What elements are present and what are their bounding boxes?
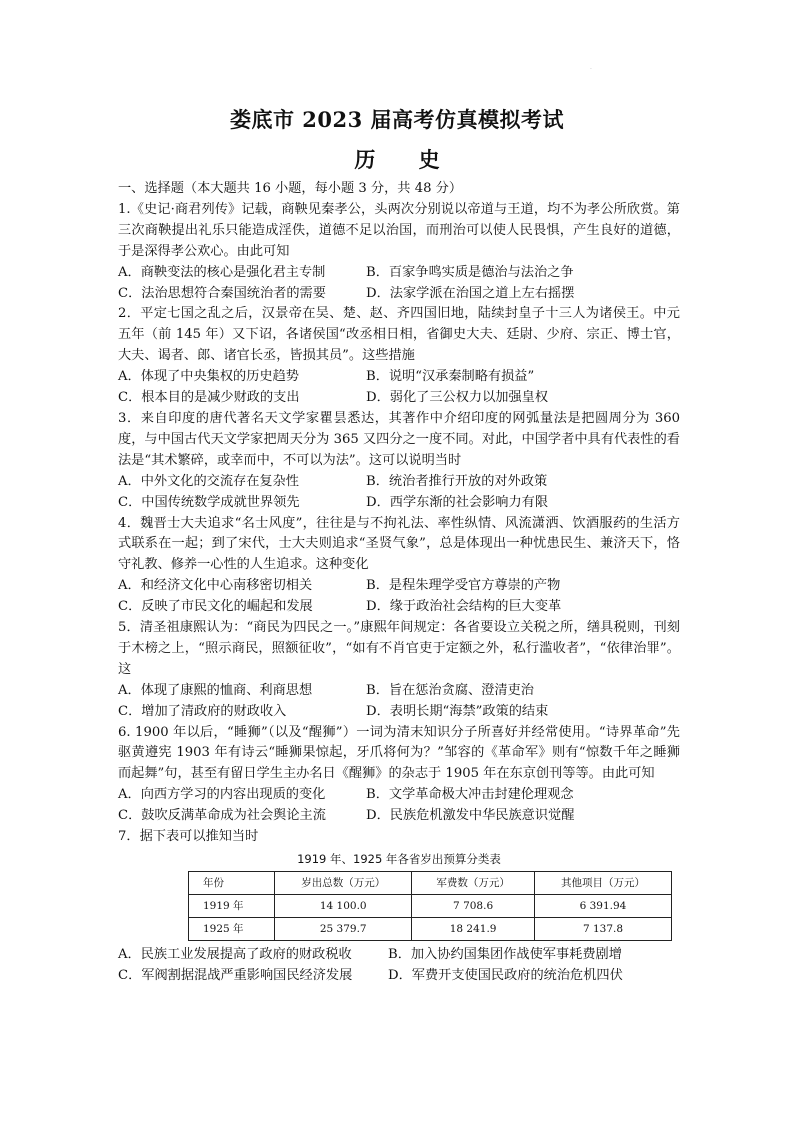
question-2-options-row-2 [118, 388, 680, 409]
question-7-options-row-2 [118, 966, 680, 987]
table-row [189, 895, 672, 918]
table-title: 1919 年、1925 年各省岁出预算分类表 [297, 852, 501, 866]
question-5-options-row-2 [118, 702, 680, 723]
question-3-stem: 3．来自印度的唐代著名天文学家瞿昙悉达，其著作中介绍印度的网弧量法是把圆周分为 360 度，与中国古代天文学家把周天分为 365 又四分之一度不同。对此，中国学者中具有代表性的看法是“其术繁碎，或幸而中，不可以为法”。这可以说明当时 [118, 410, 680, 468]
table-cell: 1925 年 [189, 918, 275, 941]
table-header-cell: 其他项目（万元） [534, 872, 671, 895]
budget-table [188, 871, 672, 941]
table-cell: 6 391.94 [534, 895, 671, 918]
question-2-option-b: B．说明“汉承秦制略有损益” [366, 369, 535, 385]
question-5-stem: 5．清圣祖康熙认为：“商民为四民之一。”康熙年间规定：各省要设立关税之所，缮具税则，刊刻于木榜之上，“照示商民，照额征收”，“如有不肖官吏于定额之外，私行滥收者”，“依律治罪”。这 [118, 620, 680, 677]
section-heading: 一、选择题（本大题共 16 小题，每小题 3 分，共 48 分） [118, 181, 463, 196]
question-7-option-d: D．军费开支使国民政府的统治危机四伏 [388, 967, 623, 983]
question-1-options-row-1 [118, 263, 680, 284]
question-4-option-a: A．和经济文化中心南移密切相关 [118, 578, 313, 594]
question-7-option-a: A．民族工业发展提高了政府的财政税收 [118, 947, 352, 962]
question-4-stem: 4．魏晋士大夫追求“名士风度”，往往是与不拘礼法、率性纵情、风流潇洒、饮酒服药的生活方式联系在一起；到了宋代，士大夫则追求“圣贤气象”，总是体现出一种忧患民生、兼济天下，恪守礼教、修养一心性的人生追求。这种变化 [118, 515, 680, 573]
question-2-option-a: A．体现了中央集权的历史趋势 [118, 369, 299, 385]
question-7-stem: 7．据下表可以推知当时 [118, 829, 259, 845]
question-7-options-row-1 [118, 945, 680, 966]
table-row [189, 918, 672, 941]
question-5-option-b: B．旨在惩治贪腐、澄清吏治 [366, 682, 534, 698]
question-6-option-d: D．民族危机激发中华民族意识觉醒 [366, 808, 575, 824]
exam-content [118, 179, 680, 987]
question-4-option-c: C．反映了市民文化的崛起和发展 [118, 599, 313, 615]
question-3-option-c: C．中国传统数学成就世界领先 [118, 494, 300, 510]
table-cell: 25 379.7 [275, 918, 412, 941]
question-1-options-row-2 [118, 284, 680, 305]
question-5-option-d: D．表明长期“海禁”政策的结束 [366, 703, 549, 719]
table-cell: 18 241.9 [412, 918, 535, 941]
question-1-option-d: D．法家学派在治国之道上左右摇摆 [366, 285, 575, 301]
question-2-option-c: C．根本目的是减少财政的支出 [118, 390, 300, 406]
question-6-option-a: A．向西方学习的内容出现质的变化 [118, 787, 326, 803]
question-1-stem: 1.《史记·商君列传》记载，商鞅见秦孝公，头两次分别说以帝道与王道，均不为孝公所欣赏。第三次商鞅提出礼乐只能造成淫佚，道德不足以治国，而刑治可以使人民畏惧，产生良好的道德，于是深得孝公欢心。由此可知 [118, 201, 680, 259]
exam-title: 娄底市 2023 届高考仿真模拟考试 [229, 107, 565, 132]
table-cell: 7 708.6 [412, 895, 535, 918]
question-4-option-b: B．是程朱理学受官方尊崇的产物 [366, 578, 561, 594]
table-header-cell: 年份 [189, 872, 275, 895]
question-4-options-row-2 [118, 597, 680, 618]
table-header-cell: 军费数（万元） [412, 872, 535, 895]
table-header-cell: 岁出总数（万元） [275, 872, 412, 895]
question-3-option-b: B．统治者推行开放的对外政策 [366, 473, 548, 489]
question-3-option-a: A．中外文化的交流存在复杂性 [118, 473, 299, 489]
question-6-stem: 6. 1900 年以后，“睡狮”（以及“醒狮”）一词为清末知识分子所喜好并经常使用。“诗界革命”先驱黄遵宪 1903 年有诗云“睡狮果惊起，牙爪将何为？”邹容的《革命军》则有“惊数千年之睡狮而起舞”句，甚至有留日学生主办名日《醒狮》的杂志于 1905 年在东京创刊等等。由此可知 [118, 724, 680, 782]
table-cell: 1919 年 [189, 895, 275, 918]
question-4-options-row-1 [118, 576, 680, 597]
table-cell: 14 100.0 [275, 895, 412, 918]
question-3-option-d: D．西学东渐的社会影响力有限 [366, 494, 549, 510]
question-2-options-row-1 [118, 367, 680, 388]
table-cell: 7 137.8 [534, 918, 671, 941]
question-2-option-d: D．弱化了三公权力以加强皇权 [366, 390, 549, 406]
question-7-option-c: C．军阀割据混战严重影响国民经济发展 [118, 967, 353, 983]
question-3-options-row-2 [118, 493, 680, 514]
subject-title: 历 史 [354, 147, 458, 172]
question-3-options-row-1 [118, 472, 680, 493]
question-5-options-row-1 [118, 681, 680, 702]
question-6-options-row-2 [118, 806, 680, 827]
question-6-option-c: C．鼓吹反满革命成为社会舆论主流 [118, 808, 326, 824]
question-1-option-c: C．法治思想符合秦国统治者的需要 [118, 285, 326, 301]
question-4-option-d: D．缘于政治社会结构的巨大变革 [366, 599, 562, 615]
question-6-options-row-1 [118, 785, 680, 806]
page-mark: · [590, 66, 592, 73]
question-5-option-a: A．体现了康熙的恤商、利商思想 [118, 682, 313, 698]
question-6-option-b: B．文学革命极大冲击封建伦理观念 [366, 787, 574, 803]
question-1-option-a: A．商鞅变法的核心是强化君主专制 [118, 264, 326, 280]
table-header-row [189, 872, 672, 895]
question-1-option-b: B．百家争鸣实质是德治与法治之争 [366, 264, 574, 280]
question-7-option-b: B．加入协约国集团作战使军事耗费剧增 [388, 947, 622, 962]
question-2-stem: 2．平定七国之乱之后，汉景帝在吴、楚、赵、齐四国旧地，陆续封皇子十三人为诸侯王。中元五年（前 145 年）又下诏，各诸侯国“改丞相日相，省御史大夫、廷尉、少府、宗正、博士官，大夫、谒者、郎、诸官长丞，皆损其员”。这些措施 [118, 306, 680, 364]
question-5-option-c: C．增加了清政府的财政收入 [118, 703, 287, 719]
